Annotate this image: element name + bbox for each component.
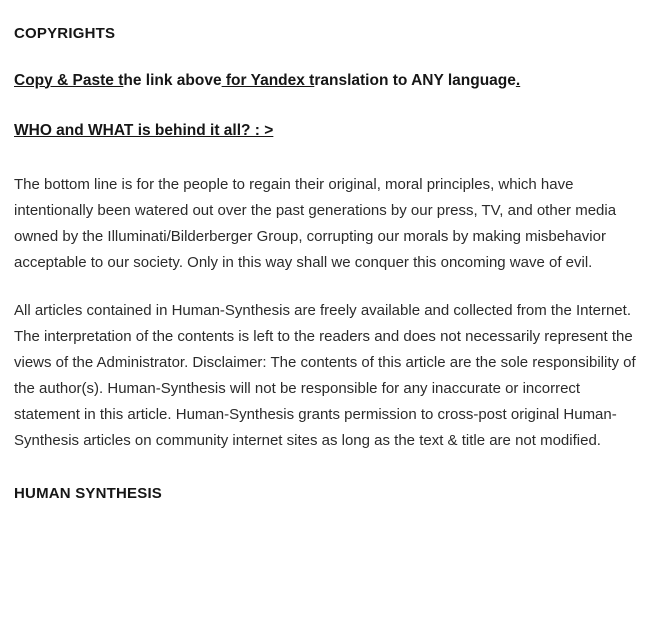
- paragraph-bottom-line: The bottom line is for the people to regain their original, moral principles, which have intentionally been watered out over the past generations by our press, TV, and other media owned by the Illuminati/Bilderberger Group, corrupting our morals by making misbehavior acceptable to our society. Only in this way shall we conquer this oncoming wave of evil.: [14, 176, 617, 272]
- page-title: COPYRIGHTS: [14, 25, 116, 42]
- copy-paste-notice: [14, 70, 650, 92]
- copy-paste-notice-tail: ranslation to ANY language: [314, 71, 516, 89]
- copy-paste-notice-middle: he link above: [123, 71, 222, 89]
- copy-paste-notice-lead: Copy & Paste t: [14, 71, 124, 89]
- copy-paste-notice-yandex: for Yandex t: [221, 71, 315, 89]
- footer-heading: HUMAN SYNTHESIS: [14, 484, 163, 502]
- paragraph-disclaimer: All articles contained in Human-Synthesis are freely available and collected from the Internet. The interpretation of the contents is left to the readers and does not necessarily represent the views of the Administrator. Disclaimer: The contents of this article are the sole responsibility of the author(s). Human-Synthesis will not be responsible for any inaccurate or incorrect statement in this article. Human-Synthesis grants permission to cross-post original Human-Synthesis articles on community internet sites as long as the text & title are not modified.: [14, 302, 636, 449]
- who-and-what-link[interactable]: WHO and WHAT is behind it all? : >: [14, 121, 274, 139]
- copy-paste-notice-period: .: [515, 71, 521, 89]
